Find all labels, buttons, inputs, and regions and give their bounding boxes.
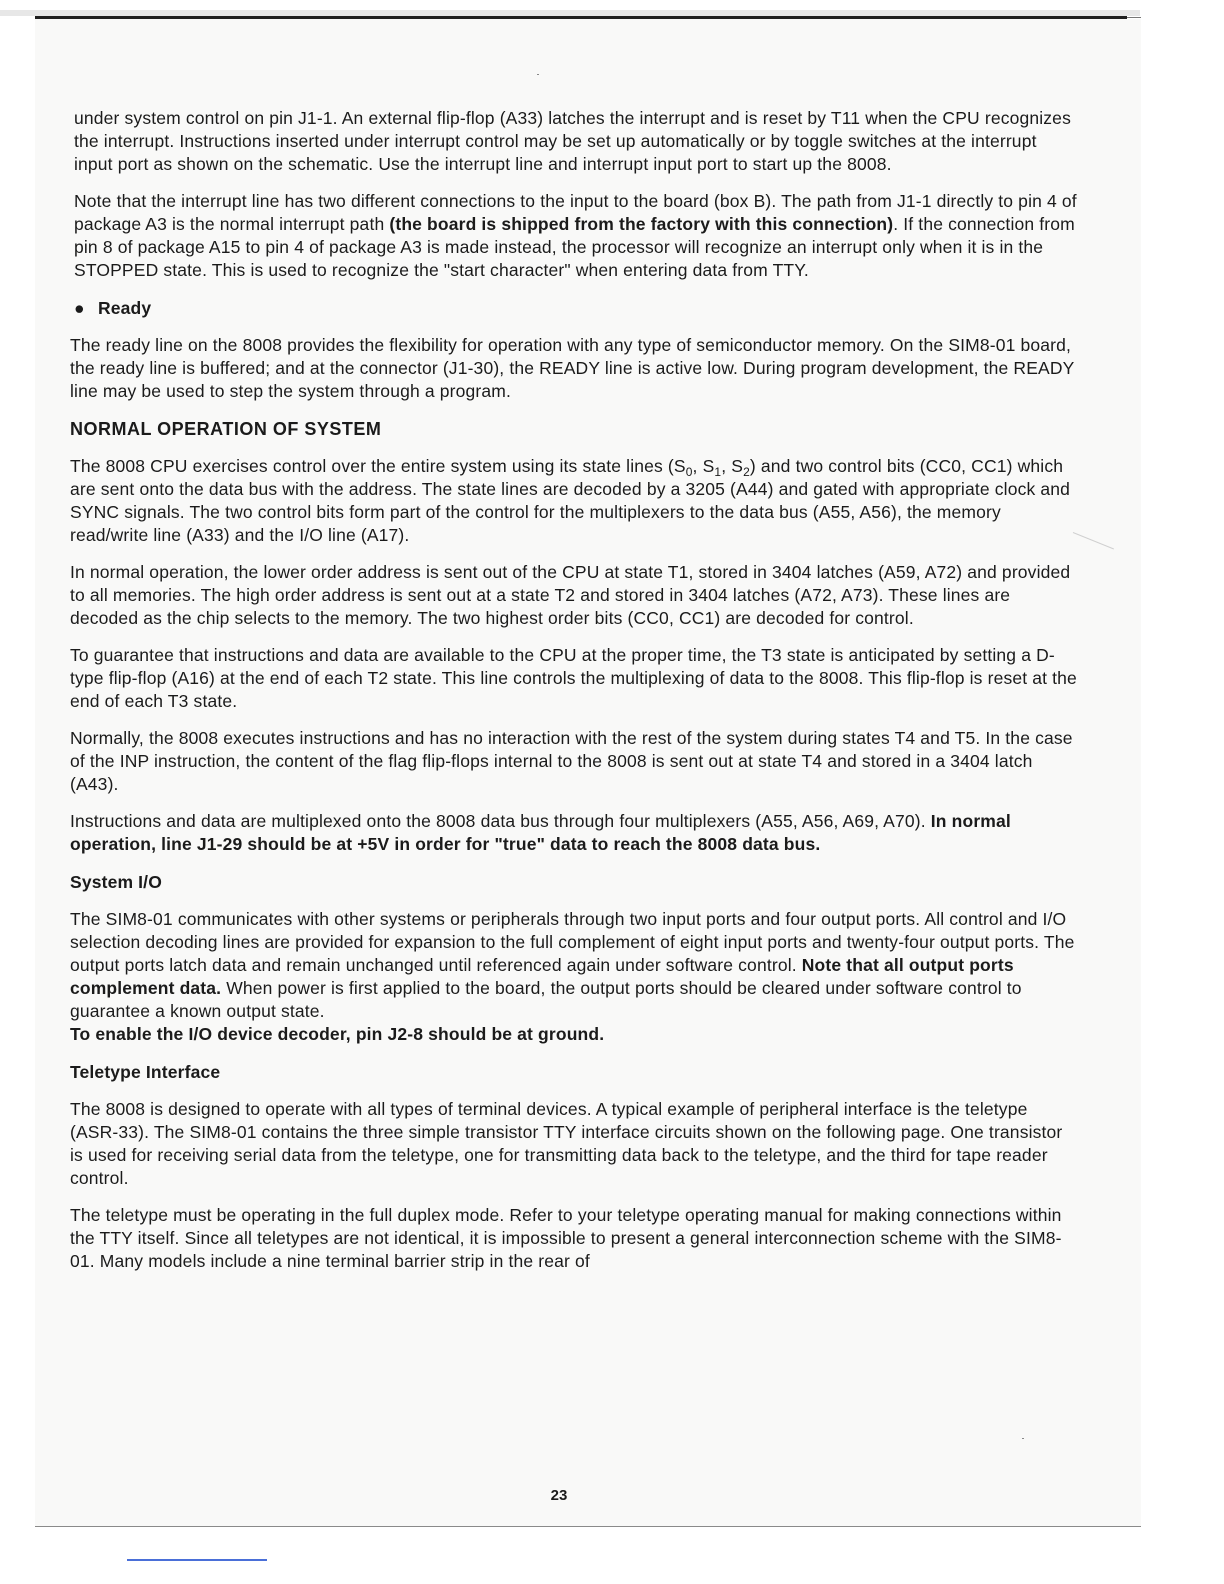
text-run: ) and two control bits (CC0, CC1) which are sent onto the data bus with the address. The state lines are decoded by a 3205 (A44) and gated with appropriate clock and SYNC signals. The two control bits form part of the control for the multiplexers to the data bus (A55, A56), the memory read/write line (A33) and the I/O line (A17). (70, 456, 1071, 545)
section-heading-system-io: System I/O (70, 872, 162, 892)
top-rule-tail (1127, 17, 1141, 18)
paragraph-interrupt-control: under system control on pin J1-1. An external flip-flop (A33) latches the interrupt and is reset by T11 when the CPU recognizes the interrupt. Instructions inserted under interrupt control may be set up automatically or by toggle switches at the interrupt input port as shown on the schematic. Use the interrupt line and interrupt input port to start up the 8008. (74, 108, 1071, 174)
paragraph-interrupt-connections (74, 190, 1080, 282)
paragraph-t4-t5: Normally, the 8008 executes instructions and has no interaction with the rest of the system during states T4 and T5. In the case of the INP instruction, the content of the flag flip-flops internal to the 8008 is sent out at state T4 and stored in a 3404 latch (A43). (70, 728, 1073, 794)
blue-scan-line (127, 1559, 267, 1561)
text-run: The SIM8-01 communicates with other systems or peripherals through two input ports and four output ports. All control and I/O selection decoding lines are provided for expansion to the full complement of eight input ports and twenty-four output ports. The output ports latch data and remain unchanged until referenced again under software control. (70, 909, 1075, 975)
paragraph-address: In normal operation, the lower order address is sent out of the CPU at state T1, stored in 3404 latches (A59, A72) and provided to all memories. The high order address is sent out at a state T2 and stored in 3404 latches (A72, A73). These lines are decoded as the chip selects to the memory. The two highest order bits (CC0, CC1) are decoded for control. (70, 562, 1071, 628)
bold-text: In normal operation, line J1-29 should be at +5V in order for "true" data to reach the 8008 data bus. (70, 811, 1011, 854)
text-run: Instructions and data are multiplexed onto the 8008 data bus through four multiplexers (A55, A56, A69, A70). (70, 811, 931, 831)
text-run: . If the connection from pin 8 of package A15 to pin 4 of package A3 is made instead, the processor will recognize an interrupt only when it is in the STOPPED state. This is used to recognize the "start character" when entering data from TTY. (74, 214, 1075, 280)
scan-speck (537, 74, 539, 75)
heading-text: Ready (98, 298, 152, 318)
paragraph-state-lines (70, 455, 1080, 547)
bold-text: Note that all output ports complement data. (70, 955, 1014, 998)
text-run: , S (721, 456, 744, 476)
section-heading-teletype: Teletype Interface (70, 1062, 221, 1082)
text-run: Note that the interrupt line has two different connections to the input to the board (box B). The path from J1-1 directly to pin 4 of package A3 is the normal interrupt path (74, 191, 1077, 234)
bullet-icon: ● (74, 298, 85, 318)
scan-speck (1022, 1438, 1024, 1439)
text-run: , S (692, 456, 715, 476)
paragraph-ready: The ready line on the 8008 provides the flexibility for operation with any type of semiconductor memory. On the SIM8-01 board, the ready line is buffered; and at the connector (J1-30), the READY line is active low. During program development, the READY line may be used to step the system through a program. (70, 335, 1075, 401)
paragraph-multiplexers (70, 810, 1080, 856)
subscript: 0 (685, 465, 693, 479)
bold-text: (the board is shipped from the factory with this connection) (389, 214, 894, 234)
subscript: 2 (743, 465, 750, 479)
bottom-rule (35, 1526, 1141, 1527)
paragraph-teletype-devices: The 8008 is designed to operate with all types of terminal devices. A typical example of peripheral interface is the teletype (ASR-33). The SIM8-01 contains the three simple transistor TTY interface circuits shown on the following page. One transistor is used for receiving serial data from the teletype, one for transmitting data back to the teletype, and the third for tape reader control. (70, 1099, 1063, 1188)
page-number: 23 (550, 1487, 568, 1504)
bold-text: To enable the I/O device decoder, pin J2-8 should be at ground. (70, 1024, 605, 1044)
text-run: When power is first applied to the board, the output ports should be cleared under software control to guarantee a known output state. (70, 978, 1022, 1021)
scan-top-edge (0, 0, 1140, 16)
top-rule (35, 16, 1127, 19)
subscript: 1 (714, 465, 722, 479)
section-heading-normal-operation: NORMAL OPERATION OF SYSTEM (70, 419, 382, 439)
paragraph-teletype-duplex: The teletype must be operating in the full duplex mode. Refer to your teletype operating manual for making connections within the TTY itself. Since all teletypes are not identical, it is impossible to present a general interconnection scheme with the SIM8-01. Many models include a nine terminal barrier strip in the rear of (70, 1205, 1062, 1271)
text-run: The 8008 CPU exercises control over the entire system using its state lines (S (70, 456, 686, 476)
section-heading-ready (74, 296, 1080, 320)
paragraph-system-io (70, 908, 1080, 1046)
paragraph-t3-state: To guarantee that instructions and data are available to the CPU at the proper time, the T3 state is anticipated by setting a D-type flip-flop (A16) at the end of each T2 state. This line controls the multiplexing of data to the 8008. This flip-flop is reset at the end of each T3 state. (70, 645, 1077, 711)
page-body (70, 107, 1080, 1287)
